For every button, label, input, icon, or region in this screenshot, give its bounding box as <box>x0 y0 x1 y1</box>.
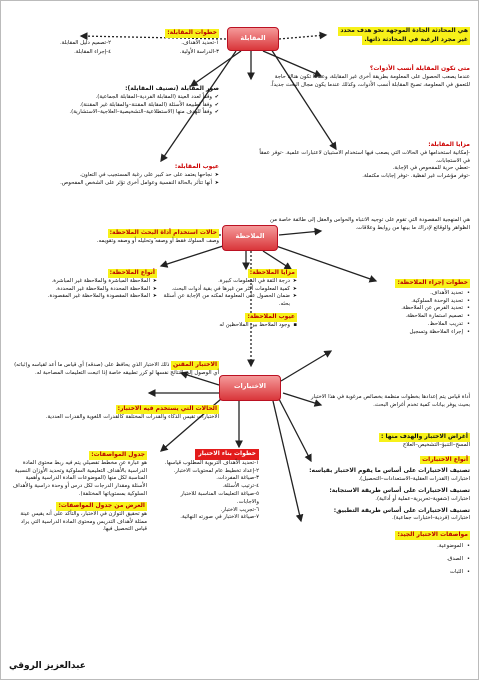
interview-def-line2: غير مجرد الرغبة في المحادثة ذاتها. <box>364 35 468 43</box>
interview-adv-item: -تعطي حرية للمفحوص في الإجابة. <box>392 165 470 172</box>
tests-standardized <box>9 361 219 378</box>
observation-procedure <box>320 279 470 337</box>
observation-def-text: هي المنهجية المقصودة التي تقوم على توجيه الانتباه والحواس والعقل إلى طائفة خاصة من الظواهر والوقائع لإدراك ما بينها من روابط وعلاقات. <box>269 217 470 231</box>
tests-build-title: خطوات بناء الاختبار <box>195 449 259 460</box>
node-tests <box>219 375 281 401</box>
tests-build-item: ٥-صياغة التعليمات المناسبة للاختبار والاجابات. <box>180 491 259 505</box>
interview-adv-title: مزايا المقابلة: <box>428 141 470 148</box>
interview-disadvantages <box>9 163 219 187</box>
tests-standardized-title: الاختبار المقنن <box>172 361 217 368</box>
interview-step: ١-تحديد الأهداف. <box>181 39 219 46</box>
observation-advantages <box>161 269 297 330</box>
tests-spec-item: • الثبات <box>285 569 470 577</box>
observation-definition <box>258 217 470 233</box>
tests-specs-title: مواصفات الاختبار الجيد: <box>397 531 468 539</box>
tests-class1-title: تصنيف الاختبارات على أساس ما يقوم الاختبار بقياسه: <box>309 467 470 475</box>
interview-when <box>258 65 470 89</box>
tests-when-title: الحالات التي يستخدم فيه الاختبار: <box>117 405 217 412</box>
tests-build-steps <box>161 449 259 522</box>
tests-build-item: ٣-صياغة المفردات. <box>216 475 259 482</box>
interview-adv-item: -إمكانية استخدامها في الحالات التي يصعب فيها استخدام الاستبيان لاعتبارات علمية. -توفر عمقاً في الاستجابات. <box>259 149 470 164</box>
tests-when-text: الاختبارات تقيس الذكاء والقدرات المختلفة كالقدرات اللغوية والقدرات العددية. <box>45 413 219 420</box>
tests-spec-text: هو عبارة عن مخطط تفصيلي يتم فيه ربط محتوى المادة الدراسية بالأهداف التعليمية السلوكية وتحديد الأوزان النسبية المناسبة لكل منها (الموضوعات المادة الدراسية وأهمية الأسئلة ومقدار الدرجات لكل درس أو وحدة دراسية والأهداف السلوكية بمستوياتها المختلفة). <box>12 459 147 498</box>
interview-types-title: صور المقابلة (تصنيف المقابلة): <box>125 85 219 92</box>
observation-proc-item: • تحديد الفرص عن الملاحظة. <box>320 305 470 313</box>
observation-proc-item: • تدريب الملاحظ. <box>320 321 470 329</box>
tests-build-item: ٦-تجريب الاختبار. <box>220 506 259 513</box>
observation-proc-item: • تحديد الأهداف. <box>320 290 470 298</box>
tests-purposes-text: المسح–التنبؤ–التشخيص–العلاج <box>402 441 470 448</box>
observation-adv-item: ➤ ضمان الحصول على المعلومة لمكنه من الإجابة عن أسئلة بحثه. <box>161 293 297 309</box>
tests-spec-title: جدول المواصفات: <box>91 451 145 458</box>
interview-def-line1: هي المحادثة الجادة الموجهة نحو هدف محدد <box>340 27 468 34</box>
interview-dis-title: عيوب المقابلة: <box>174 163 219 170</box>
interview-step: ٢-تصميم دليل المقابلة. <box>59 39 111 46</box>
author-signature: عبدالعزيز الروقي <box>9 660 86 671</box>
tests-build-item: ٤-ترتيب الأسئلة. <box>222 483 259 490</box>
tests-spec-item: • الموضوعية. <box>285 543 470 551</box>
tests-spec-item: • الصدق. <box>285 556 470 564</box>
tests-when-used <box>9 405 219 422</box>
tests-kinds-title: أنواع الاختبارات <box>422 455 468 463</box>
node-observation-label: الملاحظة <box>235 232 265 240</box>
interview-when-title: متى تكون المقابلة أنسب الأدوات؟ <box>369 65 470 72</box>
interview-when-text: عندما يصعب الحصول على المعلومة بطريقة أخرى غير المقابلة، وعندما تكون هناك حاجة للتعمق في المعلومة، تصبح المقابلة أنسب الأدوات، وكذلك عندما يكون مجال البحث جديداً. <box>270 73 470 88</box>
observation-cases <box>9 229 219 246</box>
interview-type-item: ✔ وفقاً للهدف منها (الاستطلاعية–التشخيصية–العلاجية–الاستشارية). <box>9 109 219 117</box>
interview-types <box>9 85 219 117</box>
observation-adv-item: ➤ درجة الثقة في المعلومات كبيرة. <box>161 278 297 286</box>
observation-types <box>9 269 157 301</box>
interview-definition <box>320 27 470 45</box>
interview-step: ٣-الدراسة الأولية. <box>179 48 219 55</box>
observation-dis-title: عيوب الملاحظة: <box>247 313 295 321</box>
tests-build-item: ٧-صياغة الاختبار في صورته النهائية. <box>180 514 259 521</box>
observation-proc-item: • تحديد الوحدة السلوكية. <box>320 298 470 306</box>
interview-steps <box>9 29 219 56</box>
interview-dis-item: ➤ نجاحها يعتمد على حد كبير على رغبة المستجيب في التعاون. <box>9 172 219 180</box>
tests-tool-text: أداة قياس يتم إعدادها بخطوات منظمة بخصائص مرغوبة في هذا الاختبار بحيث يوفر بيانات كمية تخدم أغراض البحث. <box>310 394 470 408</box>
observation-type-item: ➤ الملاحظة المقصودة والملاحظة غير المقصودة. <box>9 293 157 301</box>
observation-types-title: أنواع الملاحظة: <box>109 269 155 276</box>
tests-standardized-text: ذلك الاختبار الذي يحافظ على (صدقه) أي قياس ما أعد لقياسه و(ثباته) أي الوصول إلى النتائج نفسها لو كرر تطبيقه خاصة إذا اتبعت التعليمات المصاحبة له. <box>14 362 219 376</box>
tests-class2-title: تصنيف الاختبارات على أساس طريقة الاستجابة: <box>329 487 470 494</box>
node-interview <box>227 27 279 51</box>
tests-class3-text: اختبارات (فردية–اختبارات جماعية). <box>391 515 470 522</box>
interview-type-item: ✔ وفقاً لطبيعة الأسئلة (المقابلة المقننة–والمقابلة غير المقننة). <box>9 102 219 110</box>
tests-class1-text: اختبارات (القدرات العقلية–الاستعدادات–التحصيل). <box>358 476 470 483</box>
node-tests-label: الاختبارات <box>233 382 266 390</box>
observation-cases-title: حالات استخدام أداة البحث الملاحظة: <box>109 229 217 236</box>
node-interview-label: المقابلة <box>240 34 266 42</box>
observation-cases-text: وصف السلوك فقط أو وصفه وتحليله أو وصفه وتقويمه. <box>96 237 219 244</box>
observation-type-item: ➤ الملاحظة المباشرة والملاحظة غير المباشرة. <box>9 278 157 286</box>
tests-build-item: ٢-إعداد تخطيط عام لمحتويات الاختبار. <box>173 467 259 474</box>
observation-proc-item: • تصميم استمارة الملاحظة. <box>320 313 470 321</box>
tests-purposes-title: أغراض الاختبار والهدف منها : <box>380 433 468 440</box>
tests-purpose-text: هو تحقيق التوازن في الاختبار، والتأكد على أنه يقيس عينة ممثلة لأهداف التدريس ومحتوى المادة الدراسية التي يراد قياس التحصيل فيها. <box>20 510 147 533</box>
observation-proc-item: • إجراء الملاحظة وتسجيل <box>320 329 470 337</box>
observation-type-item: ➤ الملاحظة المحددة والملاحظة غير المحددة. <box>9 286 157 294</box>
tests-class3-title: تصنيف الاختبارات على أساس طريقة التطبيق: <box>333 506 470 514</box>
observation-adv-item: ➤ كمية المعلومات أكثر من غيرها في بقية أدوات البحث. <box>161 286 297 294</box>
observation-dis-text: ▪ وجود الملاحظ بين الملاحظين له <box>161 322 297 330</box>
tests-definition <box>310 394 470 410</box>
interview-advantages <box>258 141 470 181</box>
tests-class2-text: اختبارات (شفوية–تحريرية–عملية أو أدائية). <box>375 495 470 502</box>
interview-steps-title: خطوات المقابلة: <box>167 29 217 36</box>
tests-purposes <box>285 433 470 576</box>
interview-type-item: ✔ وفقاً لعدد العينة (المقابلة الفردية–المقابلة الجماعية). <box>9 94 219 102</box>
interview-adv-item: -توفر مؤشرات غير لفظية. -توفر إجابات مكتملة. <box>362 173 470 180</box>
tests-purpose-title: الغرض من جدول المواصفات: <box>58 501 145 509</box>
interview-step: ٤-إجراء المقابلة. <box>74 48 111 55</box>
tests-spec-table <box>9 451 147 534</box>
observation-proc-title: خطوات إجراء الملاحظة: <box>397 279 468 286</box>
tests-build-item: ١-تحديد الأهداف التربوية المطلوب قياسها. <box>164 459 259 466</box>
interview-dis-item: ➤ أنها تتأثر بالحالة النفسية وعوامل أخرى تؤثر على الشخص المفحوص. <box>9 180 219 188</box>
observation-adv-title: مزايا الملاحظة: <box>249 269 295 276</box>
